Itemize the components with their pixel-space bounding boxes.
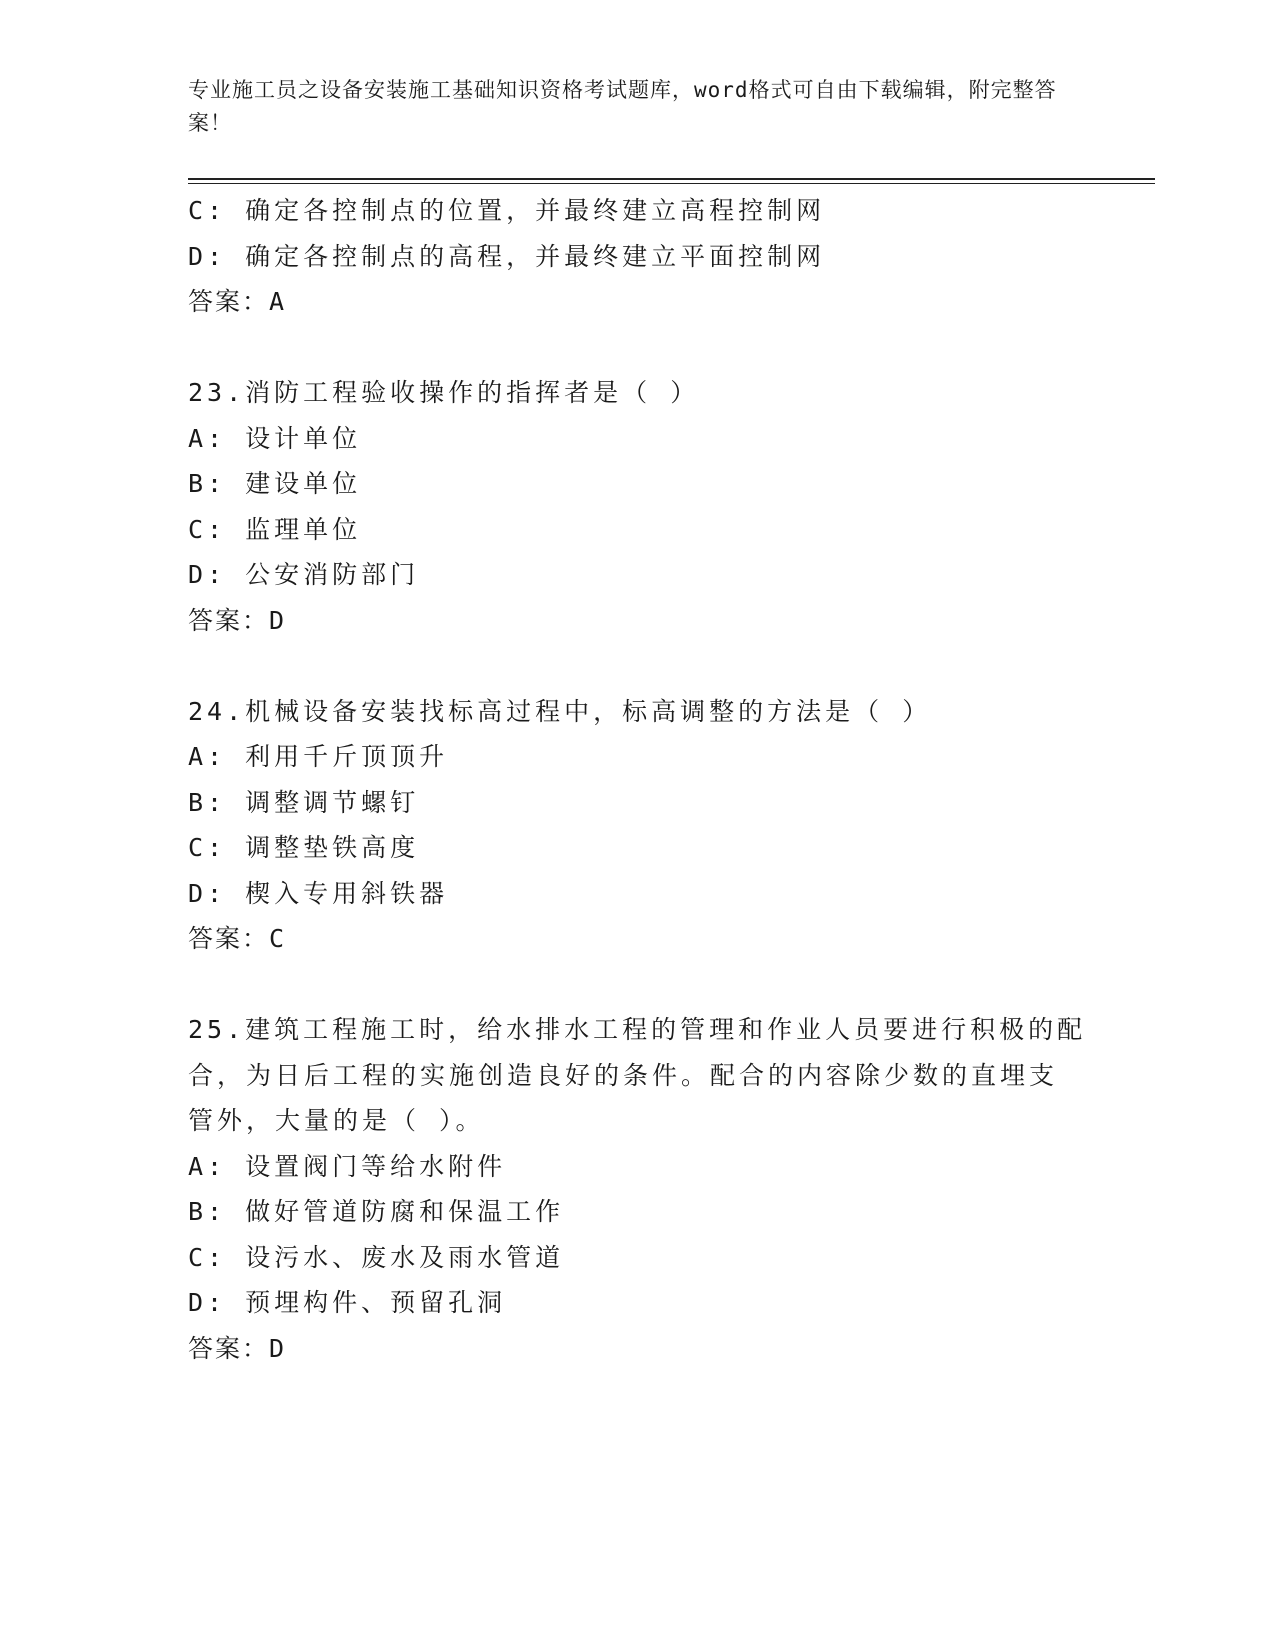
answer-line: 答案：A [188,287,287,316]
header-divider-thin [188,183,1155,184]
question-stem-line-3: 管外，大量的是（ ）。 [188,1106,485,1135]
option-a: A: 设置阀门等给水附件 [188,1151,507,1181]
option-a: A: 设计单位 [188,423,362,453]
answer-line: 答案：C [188,924,287,953]
document-header: 专业施工员之设备安装施工基础知识资格考试题库，word格式可自由下载编辑，附完整答案！ [188,78,1057,135]
option-b: B: 调整调节螺钉 [188,787,420,817]
option-b: B: 做好管道防腐和保温工作 [188,1197,565,1226]
option-c: C: 设污水、废水及雨水管道 [188,1242,565,1272]
option-d: D: 公安消防部门 [188,560,420,589]
option-c: C: 监理单位 [188,514,362,544]
question-22-continued [188,188,1088,325]
option-b: B: 建设单位 [188,469,362,498]
spacer [188,325,1088,371]
spacer [188,643,1088,689]
question-stem-line-2: 合，为日后工程的实施创造良好的条件。配合的内容除少数的直埋支 [188,1060,1059,1090]
answer-line: 答案：D [188,1333,287,1363]
question-23 [188,370,1088,643]
answer-line: 答案：D [188,605,287,635]
question-stem: 24.机械设备安装找标高过程中，标高调整的方法是（ ） [188,696,932,726]
option-c: C: 调整垫铁高度 [188,833,420,862]
question-content [188,188,1088,1371]
question-24 [188,689,1088,962]
question-stem: 23.消防工程验收操作的指挥者是（ ） [188,378,700,407]
option-d: D: 预埋构件、预留孔洞 [188,1288,507,1317]
option-d: D: 确定各控制点的高程，并最终建立平面控制网 [188,241,826,271]
option-d: D: 楔入专用斜铁器 [188,878,449,908]
option-c: C: 确定各控制点的位置，并最终建立高程控制网 [188,196,826,225]
question-25 [188,1007,1088,1371]
question-stem-line-1: 25.建筑工程施工时，给水排水工程的管理和作业人员要进行积极的配 [188,1015,1087,1044]
header-divider-thick [188,178,1155,180]
spacer [188,962,1088,1008]
option-a: A: 利用千斤顶顶升 [188,742,449,771]
